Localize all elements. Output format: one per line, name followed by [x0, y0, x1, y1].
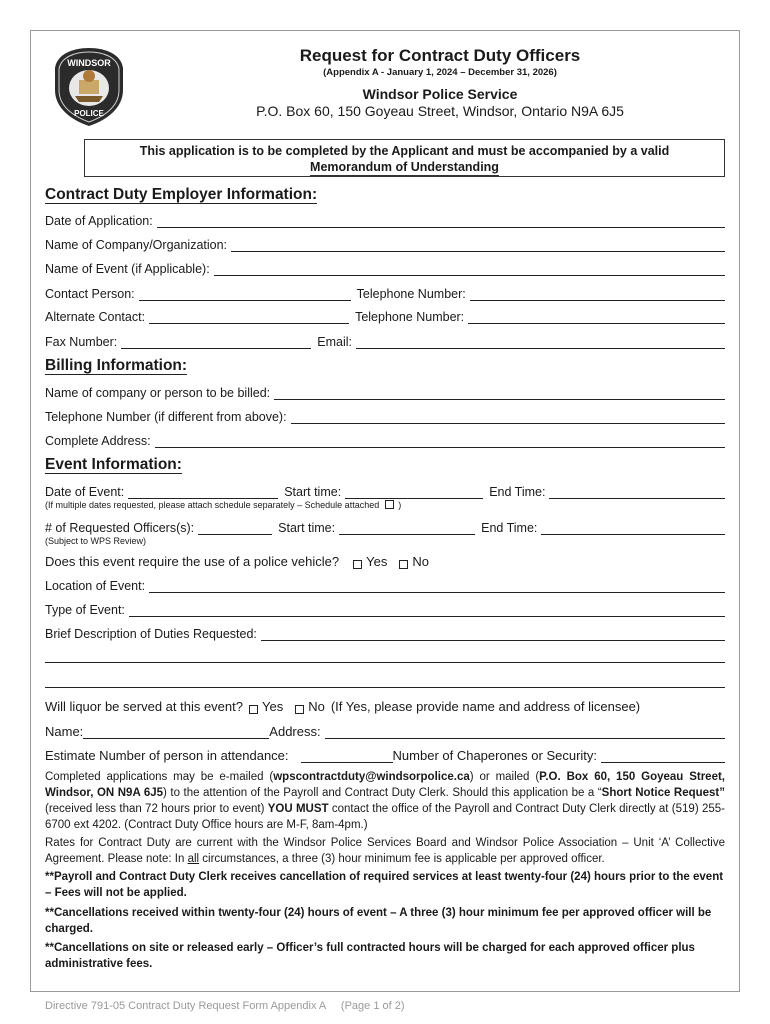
liquor-yes-checkbox[interactable] [249, 705, 258, 714]
event-type-field[interactable] [129, 603, 725, 617]
email-label: Email: [317, 335, 352, 349]
p1-text-a: Completed applications may be e-mailed ( [45, 771, 274, 783]
event-date-field[interactable] [128, 485, 278, 499]
billing-address-row [45, 430, 725, 448]
notice-line-1: This application is to be completed by the Applicant and must be accompanied by a valid [139, 144, 670, 158]
event-heading-text: Event Information: [45, 456, 182, 473]
duties-extra-line-2[interactable] [45, 686, 725, 688]
chaperones-label: Number of Chaperones or Security: [392, 748, 598, 763]
vehicle-question: Does this event require the use of a police vehicle? [45, 554, 340, 569]
vehicle-question-row [45, 551, 725, 569]
start-time-1-label: Start time: [284, 485, 342, 499]
form-subtitle: (Appendix A - January 1, 2024 – December 31, 2026) [323, 67, 557, 78]
officers-row [45, 517, 725, 535]
liquor-question-row [45, 696, 725, 714]
end-time-1-field[interactable] [549, 485, 725, 499]
event-name-row [45, 258, 725, 276]
event-date-row [45, 481, 725, 499]
duties-field[interactable] [261, 627, 725, 641]
date-of-application-field[interactable] [157, 214, 725, 228]
event-name-label: Name of Event (if Applicable): [45, 262, 210, 276]
duties-label: Brief Description of Duties Requested: [45, 627, 257, 641]
vehicle-yes-label: Yes [366, 554, 388, 569]
licensee-row [45, 721, 725, 739]
end-time-2-label: End Time: [481, 521, 538, 535]
billed-name-row [45, 382, 725, 400]
liquor-no-label: No [308, 699, 325, 714]
logo-text-top: WINDSOR [67, 58, 111, 68]
organization-name: Windsor Police Service [362, 86, 518, 102]
billing-address-label: Complete Address: [45, 434, 151, 448]
p1-text-c: ) to the attention of the Payroll and Contract Duty Clerk. Should this application be a “ [163, 787, 602, 799]
telephone-1-label: Telephone Number: [356, 287, 466, 301]
liquor-yes-label: Yes [261, 699, 284, 714]
contract-duty-email[interactable]: wpscontractduty@windsorpolice.ca [273, 771, 470, 783]
officers-field[interactable] [198, 521, 272, 535]
billing-telephone-row [45, 406, 725, 424]
contact-person-label: Contact Person: [45, 287, 135, 301]
company-row [45, 234, 725, 252]
telephone-2-field[interactable] [468, 310, 725, 324]
multiple-dates-note-close: ) [398, 500, 402, 510]
alternate-contact-label: Alternate Contact: [45, 310, 146, 324]
p2-text-a: Rates for Contract Duty are current with the Windsor Police Services Board and Windsor Police Association – Unit ‘A’ Collective Agreement. Please note: In [45, 837, 725, 865]
p1-text-d: (received less than 72 hours prior to event) [45, 803, 268, 815]
licensee-address-label: Address: [269, 724, 321, 739]
liquor-note: (If Yes, please provide name and address of licensee) [330, 699, 641, 714]
vehicle-yes-checkbox[interactable] [353, 560, 362, 569]
location-label: Location of Event: [45, 579, 146, 593]
logo-text-bottom: POLICE [74, 109, 104, 118]
multiple-dates-note-text: (If multiple dates requested, please attach schedule separately – Schedule attached [45, 500, 380, 510]
p1-text-e: contact the office of the Payroll and Contract Duty Clerk directly at (519) 255-6700 ext 4202. (Contract Duty Office hours are M-F, 8am-4pm.) [45, 803, 725, 831]
notice-box [84, 139, 725, 177]
p2-all: all [187, 853, 200, 865]
p2-text-b: circumstances, a three (3) hour minimum fee is applicable per approved officer. [199, 853, 605, 865]
billing-address-field[interactable] [155, 434, 725, 448]
cancellation-note-2: **Cancellations received within twenty-four (24) hours of event – A three (3) hour minimum fee per approved officer will be charged. [45, 907, 712, 935]
event-date-label: Date of Event: [45, 485, 125, 499]
submission-instructions [45, 769, 725, 833]
fax-label: Fax Number: [45, 335, 118, 349]
attendance-row [45, 745, 725, 763]
organization-address: P.O. Box 60, 150 Goyeau Street, Windsor, Ontario N9A 6J5 [256, 103, 624, 119]
date-of-application-label: Date of Application: [45, 214, 153, 228]
review-note: (Subject to WPS Review) [45, 536, 147, 546]
company-field[interactable] [231, 238, 725, 252]
you-must-text: YOU MUST [267, 803, 329, 815]
date-of-application-row [45, 210, 725, 228]
event-type-row [45, 599, 725, 617]
vehicle-no-checkbox[interactable] [399, 560, 408, 569]
start-time-1-field[interactable] [345, 485, 483, 499]
licensee-name-field[interactable] [83, 725, 269, 739]
licensee-address-field[interactable] [325, 725, 725, 739]
form-title: Request for Contract Duty Officers [299, 46, 581, 65]
windsor-police-logo [53, 46, 125, 128]
officers-label: # of Requested Officers(s): [45, 521, 195, 535]
telephone-1-field[interactable] [470, 287, 725, 301]
multiple-dates-note [45, 500, 401, 510]
schedule-attached-checkbox[interactable] [385, 500, 394, 509]
cancellation-note-3: **Cancellations on site or released early – Officer’s full contracted hours will be charged for each approved officer plus administrative fees. [45, 942, 695, 970]
vehicle-no-label: No [412, 554, 429, 569]
employer-heading-text: Contract Duty Employer Information: [45, 186, 318, 203]
company-label: Name of Company/Organization: [45, 238, 228, 252]
fax-field[interactable] [121, 335, 311, 349]
start-time-2-label: Start time: [278, 521, 336, 535]
duties-extra-line-1[interactable] [45, 661, 725, 663]
billed-name-label: Name of company or person to be billed: [45, 386, 271, 400]
notice-line-2: Memorandum of Understanding [310, 160, 499, 174]
event-type-label: Type of Event: [45, 603, 125, 617]
attendance-label: Estimate Number of person in attendance: [45, 748, 289, 763]
start-time-2-field[interactable] [339, 521, 475, 535]
end-time-1-label: End Time: [489, 485, 546, 499]
p1-text-b: ) or mailed ( [469, 771, 540, 783]
event-heading [45, 456, 182, 474]
billing-heading-text: Billing Information: [45, 357, 188, 374]
telephone-2-label: Telephone Number: [355, 310, 465, 324]
cancellation-note-1: **Payroll and Contract Duty Clerk receives cancellation of required services at least twenty-four (24) hours prior to the event – Fees will not be applied. [45, 871, 724, 899]
liquor-question: Will liquor be served at this event? [45, 699, 243, 714]
fax-email-row [45, 331, 725, 349]
location-row [45, 575, 725, 593]
billing-telephone-field[interactable] [291, 410, 725, 424]
event-name-field[interactable] [214, 262, 725, 276]
chaperones-field[interactable] [601, 749, 725, 763]
billing-heading [45, 357, 187, 375]
mailing-address: P.O. Box 60, 150 Goyeau Street, Windsor, ON N9A 6J5 [45, 771, 725, 799]
location-field[interactable] [149, 579, 725, 593]
duties-row [45, 623, 725, 641]
billing-telephone-label: Telephone Number (if different from above): [45, 410, 287, 424]
billed-name-field[interactable] [274, 386, 725, 400]
licensee-name-label: Name: [45, 724, 84, 739]
page-footer: Directive 791-05 Contract Duty Request Form Appendix A (Page 1 of 2) [45, 1000, 405, 1012]
rates-paragraph [45, 835, 725, 867]
alternate-contact-field[interactable] [149, 310, 349, 324]
end-time-2-field[interactable] [541, 521, 725, 535]
alternate-contact-row [45, 306, 725, 324]
short-notice-term: Short Notice Request” [601, 787, 726, 799]
contact-person-field[interactable] [139, 287, 351, 301]
email-field[interactable] [356, 335, 725, 349]
employer-heading [45, 186, 317, 204]
attendance-field[interactable] [301, 749, 393, 763]
contact-person-row [45, 283, 725, 301]
liquor-no-checkbox[interactable] [295, 705, 304, 714]
